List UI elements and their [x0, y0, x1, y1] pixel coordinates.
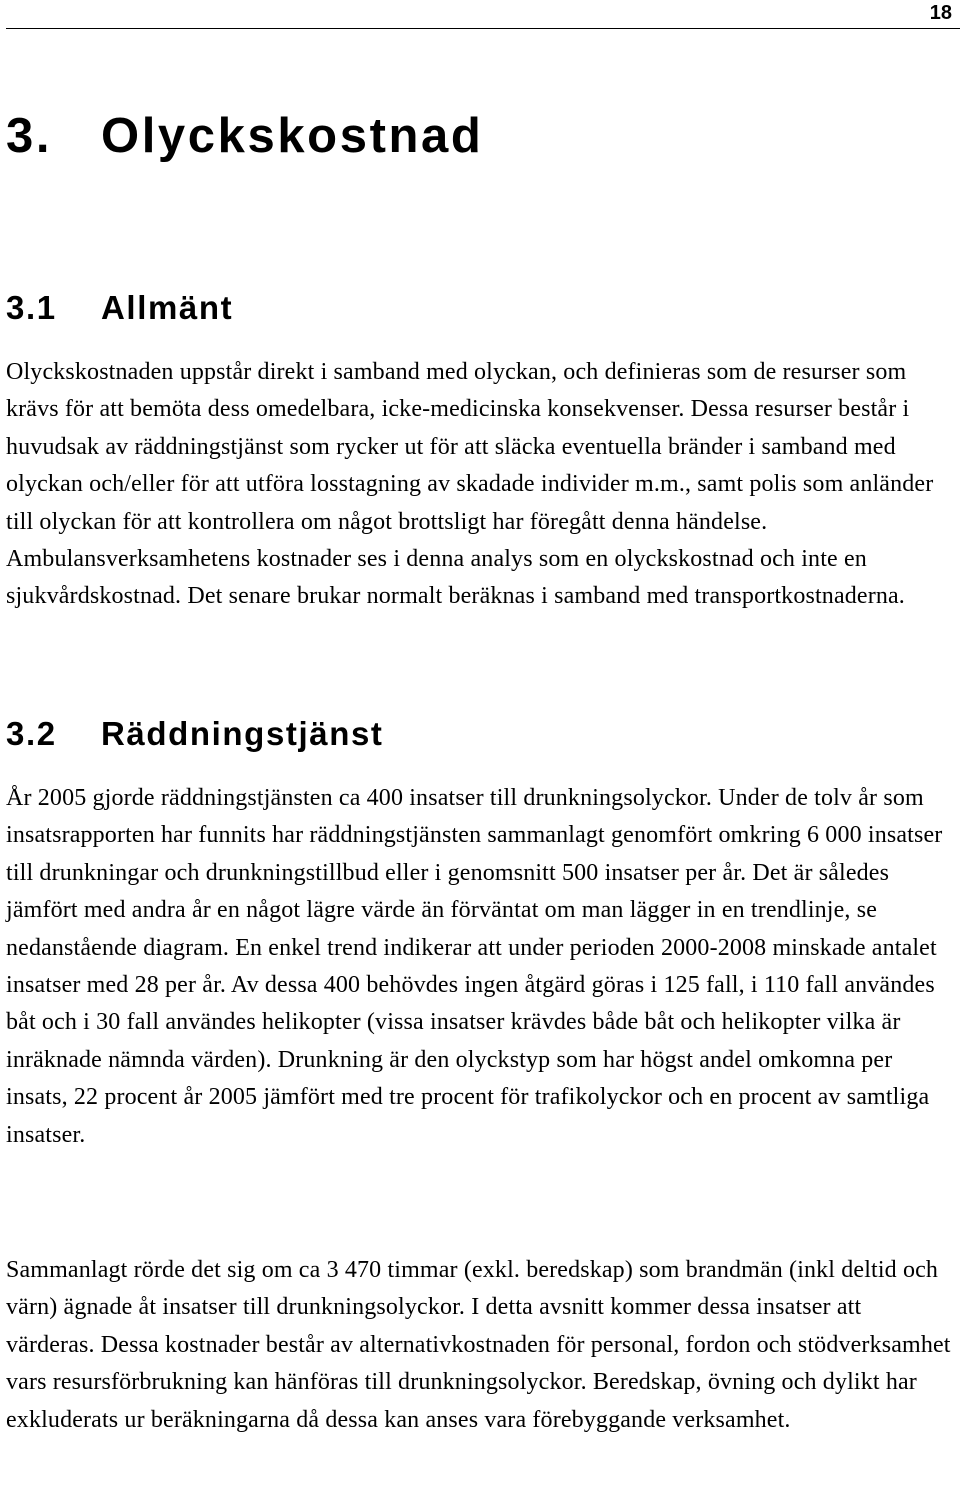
header-rule: [6, 28, 960, 29]
chapter-heading: [6, 106, 483, 166]
chapter-number: 3.: [6, 109, 53, 163]
section-number: 3.1: [6, 289, 57, 326]
paragraph-olyckskostnad-definition: Olyckskostnaden uppstår direkt i samband med olyckan, och definieras som de resurser som krävs för att bemöta dess omedelbara, icke-medicinska konsekvenser. Dessa resurser består i huvudsak av räddningstjänst som rycker ut för att släcka eventuella bränder i samband med olyckan och/eller för att utföra losstagning av skadade individer m.m., samt polis som anländer till olyckan för att kontrollera om något brottsligt har föregått denna händelse. Ambulansverksamhetens kostnader ses i denna analys som en olyckskostnad och inte en sjukvårdskostnad. Det senare brukar normalt beräknas i samband med transportkostnaderna.: [6, 359, 934, 610]
section-heading-raddningstjanst: [6, 714, 384, 754]
paragraph-timmar: Sammanlagt rörde det sig om ca 3 470 timmar (exkl. beredskap) som brandmän (inkl deltid och värn) ägnade åt insatser till drunkningsolyckor. I detta avsnitt kommer dessa insatser att värderas. Dessa kostnader består av alternativkostnaden för personal, fordon och stödverksamhet vars resursförbrukning kan hänföras till drunkningsolyckor. Beredskap, övning och dylikt har exkluderats ur beräkningarna då dessa kan anses vara förebyggande verksamhet.: [6, 1257, 951, 1433]
page-number: 18: [929, 2, 952, 24]
section-title: Räddningstjänst: [101, 715, 384, 752]
section-title: Allmänt: [101, 289, 234, 326]
paragraph-insatser: År 2005 gjorde räddningstjänsten ca 400 insatser till drunkningsolyckor. Under de tolv år som insatsrapporten har funnits har räddningstjänsten sammanlagt genomfört omkring 6 000 insatser till drunkningar och drunkningstillbud eller i genomsnitt 500 insatser per år. Det är således jämfört med andra år en något lägre värde än förväntat om man lägger in en trendlinje, se nedanstående diagram. En enkel trend indikerar att under perioden 2000-2008 minskade antalet insatser med 28 per år. Av dessa 400 behövdes ingen åtgärd göras i 125 fall, i 110 fall användes båt och i 30 fall användes helikopter (vissa insatser krävdes både båt och helikopter vilka är inräknade nämnda värden). Drunkning är den olyckstyp som har högst andel omkomna per insats, 22 procent år 2005 jämfört med tre procent för trafikolyckor och en procent av samtliga insatser.: [6, 785, 943, 1148]
chapter-title: Olyckskostnad: [101, 109, 484, 163]
section-heading-allmant: [6, 288, 233, 328]
section-number: 3.2: [6, 715, 57, 752]
